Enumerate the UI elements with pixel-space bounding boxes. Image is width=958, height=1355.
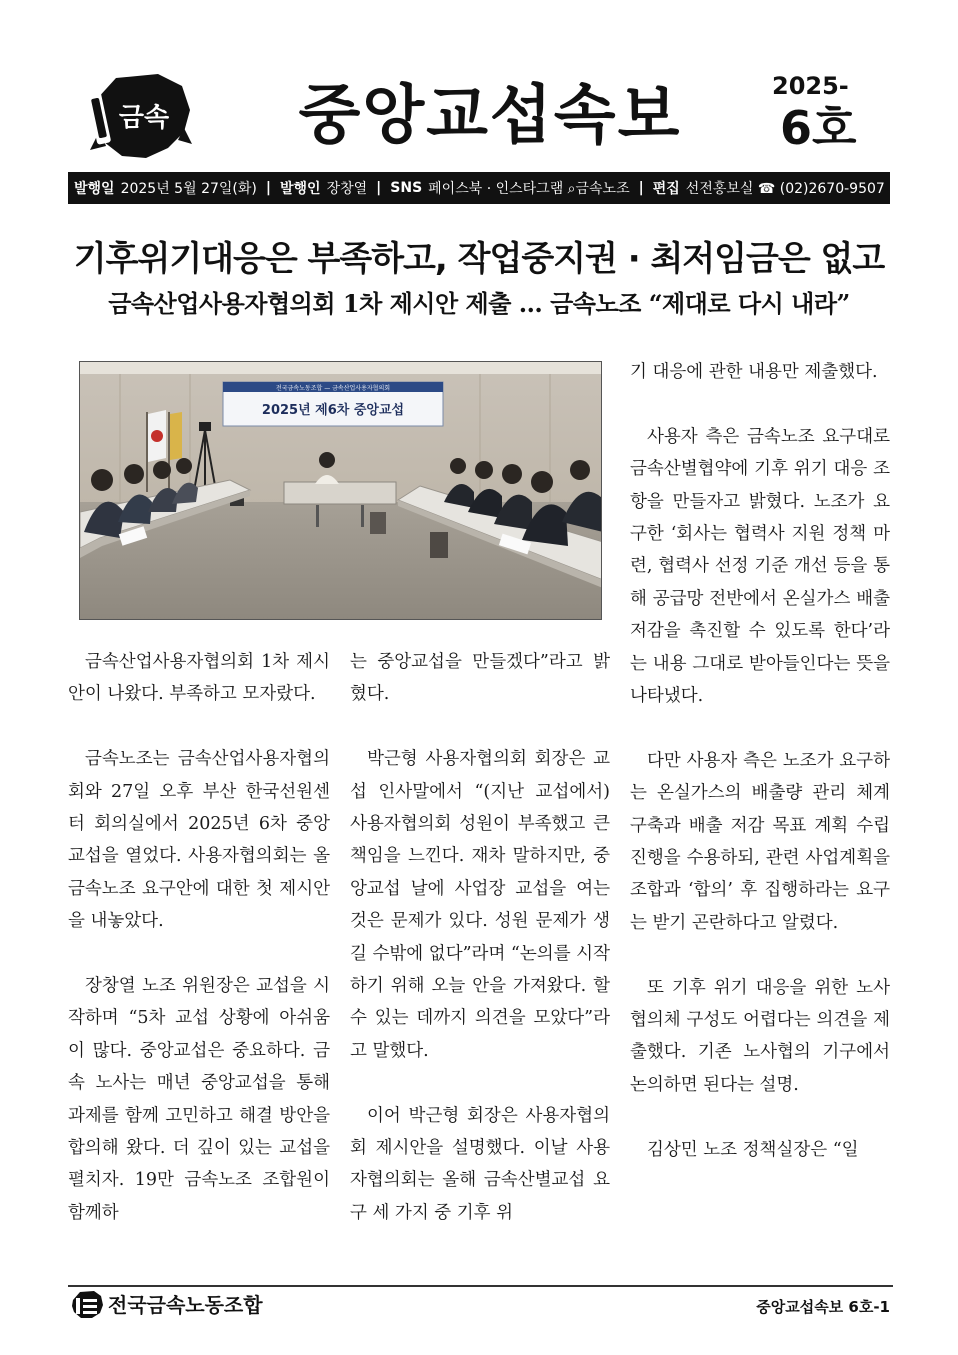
publisher: 장창열 <box>326 181 368 197</box>
paragraph: 금속노조는 금속산업사용자협의회와 27일 오후 부산 한국선원센터 회의실에서 2025년 6차 중앙교섭을 열었다. 사용자협의회는 올 금속노조 요구안에 대한 첫 제시안을 내놓았다. <box>68 749 330 932</box>
pub-date: 2025년 5월 27일(화) <box>120 181 257 197</box>
paragraph: 또 기후 위기 대응을 위한 노사협의체 구성도 어렵다는 의견을 제출했다. 기존 노사협의 기구에서 논의하면 된다는 설명. <box>630 977 890 1095</box>
sns-label: SNS <box>390 180 423 196</box>
banner-org: 전국금속노동조합 — 금속산업사용자협의회 <box>275 385 391 392</box>
article-column-3 <box>630 356 890 1262</box>
paragraph: 다만 사용자 측은 노조가 요구하는 온실가스의 배출량 관리 체계 구축과 배출 저감 목표 계획 수립 진행을 수용하되, 관련 사업계획을 조합과 ‘합의’ 후 집행하라는 요구는 받기 곤란하다고 알렸다. <box>630 750 890 933</box>
subheadline: 금속산업사용자협의회 1차 제시안 제출 … 금속노조 “제대로 다시 내라” <box>108 289 850 318</box>
article-column-1 <box>68 646 330 1262</box>
publisher-label: 발행인 <box>279 181 321 197</box>
footer-divider <box>68 1285 893 1287</box>
meeting-photo <box>79 361 602 620</box>
paragraph: 기 대응에 관한 내용만 제출했다. <box>630 362 878 382</box>
separator: | <box>265 180 271 196</box>
paragraph: 박근형 사용자협의회 회장은 교섭 인사말에서 “(지난 교섭에서) 사용자협의회 성원이 부족했고 큰 책임을 느낀다. 재차 말하지만, 중앙교섭 날에 사업장 교섭을 여는 것은 문제가 있다. 성원 문제가 생길 수밖에 없다”라며 “논의를 시작하기 위해 오늘 안을 가져왔다. 할 수 있는 데까지 의견을 모았다”라고 말했다. <box>350 749 610 1061</box>
paragraph: 사용자 측은 금속노조 요구대로 금속산별협약에 기후 위기 대응 조항을 만들자고 밝혔다. 노조가 요구한 ‘회사는 협력사 지원 정책 마련, 협력사 선정 기준 개선 등을 통해 공급망 전반에서 온실가스 배출 저감을 촉진할 수 있도록 한다’라는 내용 그대로 받아들인다는 뜻을 나타냈다. <box>630 426 890 707</box>
paragraph: 는 중앙교섭을 만들겠다”라고 밝혔다. <box>350 652 610 705</box>
paragraph: 김상민 노조 정책실장은 “일 <box>647 1139 859 1160</box>
pub-date-label: 발행일 <box>74 181 115 197</box>
publication-info-bar <box>68 172 890 204</box>
banner-title: 2025년 제6차 중앙교섭 <box>261 403 405 418</box>
union-logo-icon <box>86 70 194 164</box>
paragraph: 이어 박근형 회장은 사용자협의회 제시안을 설명했다. 이날 사용자협의회는 올해 금속산별교섭 요구 세 가지 중 기후 위 <box>350 1105 610 1223</box>
paragraph: 장창열 노조 위원장은 교섭을 시작하며 “5차 교섭 상황에 아쉬움이 많다. 중앙교섭은 중요하다. 금속 노사는 매년 중앙교섭을 통해 과제를 함께 고민하고 해결 방안을 합의해 왔다. 더 깊이 있는 교섭을 펼치자. 19만 금속노조 조합원이 함께하 <box>68 976 330 1223</box>
meeting-photo-illustration <box>80 362 602 620</box>
sns-info: 페이스북 · 인스타그램 ⌕금속노조 <box>428 181 630 197</box>
editor-label: 편집 <box>652 181 680 197</box>
editor-info: 선전홍보실 ☎ (02)2670-9507 <box>685 181 885 197</box>
paragraph: 금속산업사용자협의회 1차 제시안이 나왔다. 부족하고 모자랐다. <box>68 652 330 705</box>
newsletter-title: 중앙교섭속보 <box>298 79 682 153</box>
issue-year: 2025- <box>772 72 849 100</box>
article-column-2 <box>350 646 610 1262</box>
footer-page-label: 중앙교섭속보 6호-1 <box>756 1298 890 1316</box>
headline: 기후위기대응은 부족하고, 작업중지권 · 최저임금은 없고 <box>73 239 885 279</box>
separator: | <box>376 180 382 196</box>
logo-text: 금속 <box>118 103 170 133</box>
issue-number: 6호 <box>780 101 857 155</box>
separator: | <box>638 180 644 196</box>
union-small-logo-icon <box>70 1290 104 1320</box>
footer-org-name: 전국금속노동조합 <box>108 1293 263 1317</box>
